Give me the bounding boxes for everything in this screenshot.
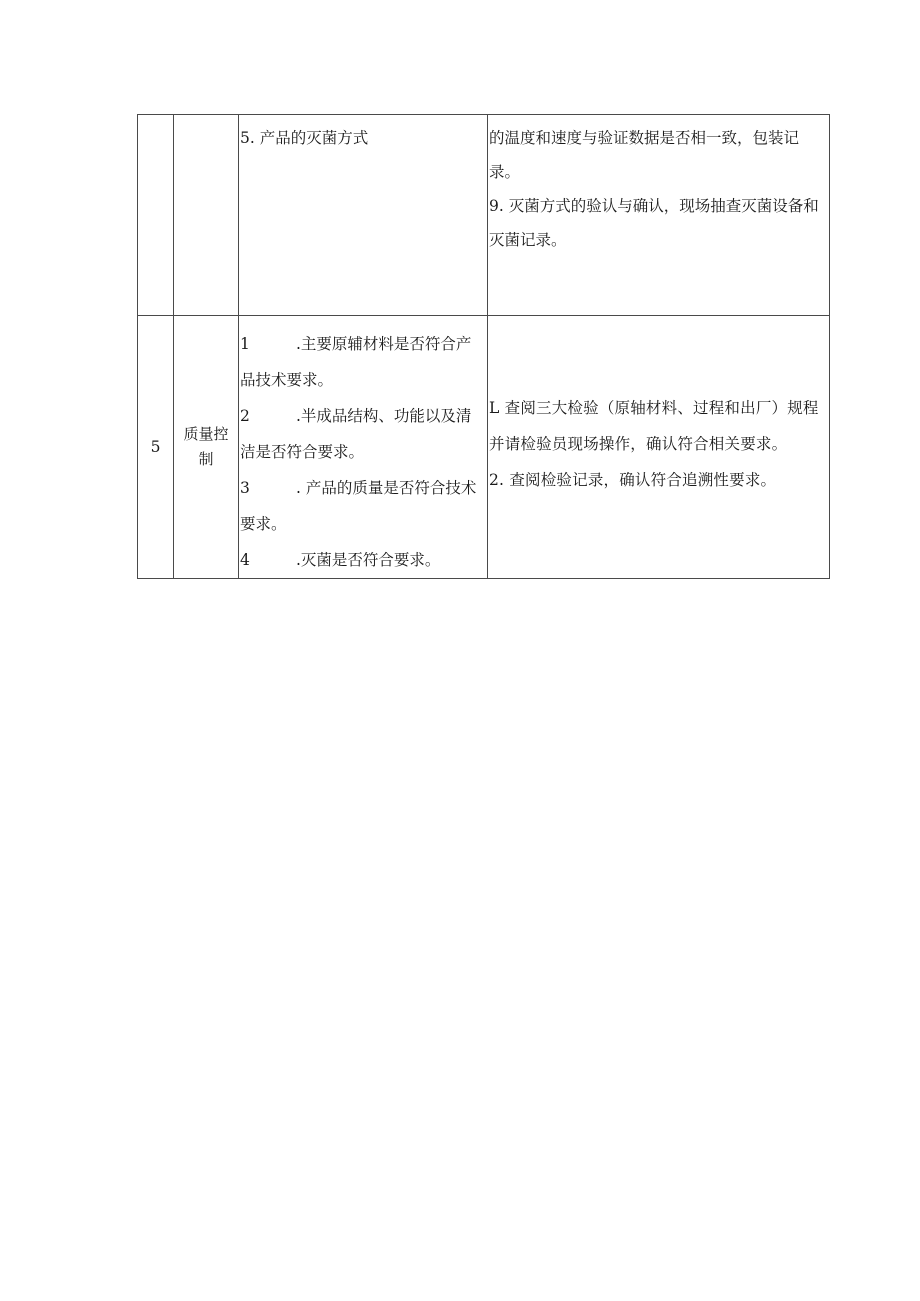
content-item-number: 2 [240,407,250,425]
method-cell [488,115,830,316]
method-text [488,115,829,257]
content-item [240,470,486,542]
content-item [240,542,486,578]
content-text: 5. 产品的灭菌方式 [240,129,369,147]
table-row [138,316,830,579]
row-number: 5 [150,438,161,456]
method-line: 9. 灭菌方式的验认与确认，现场抽查灭菌设备和灭菌记录。 [489,197,819,249]
content-item [240,398,486,470]
inspection-table [137,114,830,579]
method-text [488,316,829,498]
content-item-number: 4 [240,551,250,569]
content-cell [239,316,488,579]
content-item-text: .灭菌是否符合要求。 [296,551,441,569]
row-number-cell [138,115,174,316]
row-number-cell [138,316,174,579]
content-item-text: .半成品结构、功能以及清洁是否符合要求。 [240,407,472,461]
item-name: 质量控制 [183,425,229,468]
content-item-text: . 产品的质量是否符合技术要求。 [240,479,477,533]
content-item-number: 3 [240,479,250,497]
method-cell [488,316,830,579]
content-cell [239,115,488,316]
table-row [138,115,830,316]
content-list [239,316,487,578]
content-item [240,326,486,398]
item-cell [174,115,239,316]
method-line: L 查阅三大检验（原轴材料、过程和出厂）规程并请检验员现场操作，确认符合相关要求。 [489,399,819,453]
item-cell [174,316,239,579]
content-item-text: .主要原辅材料是否符合产品技术要求。 [240,335,472,389]
content-item-number: 1 [240,335,250,353]
method-line: 2. 查阅检验记录，确认符合追溯性要求。 [489,471,777,489]
method-line: 的温度和速度与验证数据是否相一致，包装记录。 [489,129,800,181]
